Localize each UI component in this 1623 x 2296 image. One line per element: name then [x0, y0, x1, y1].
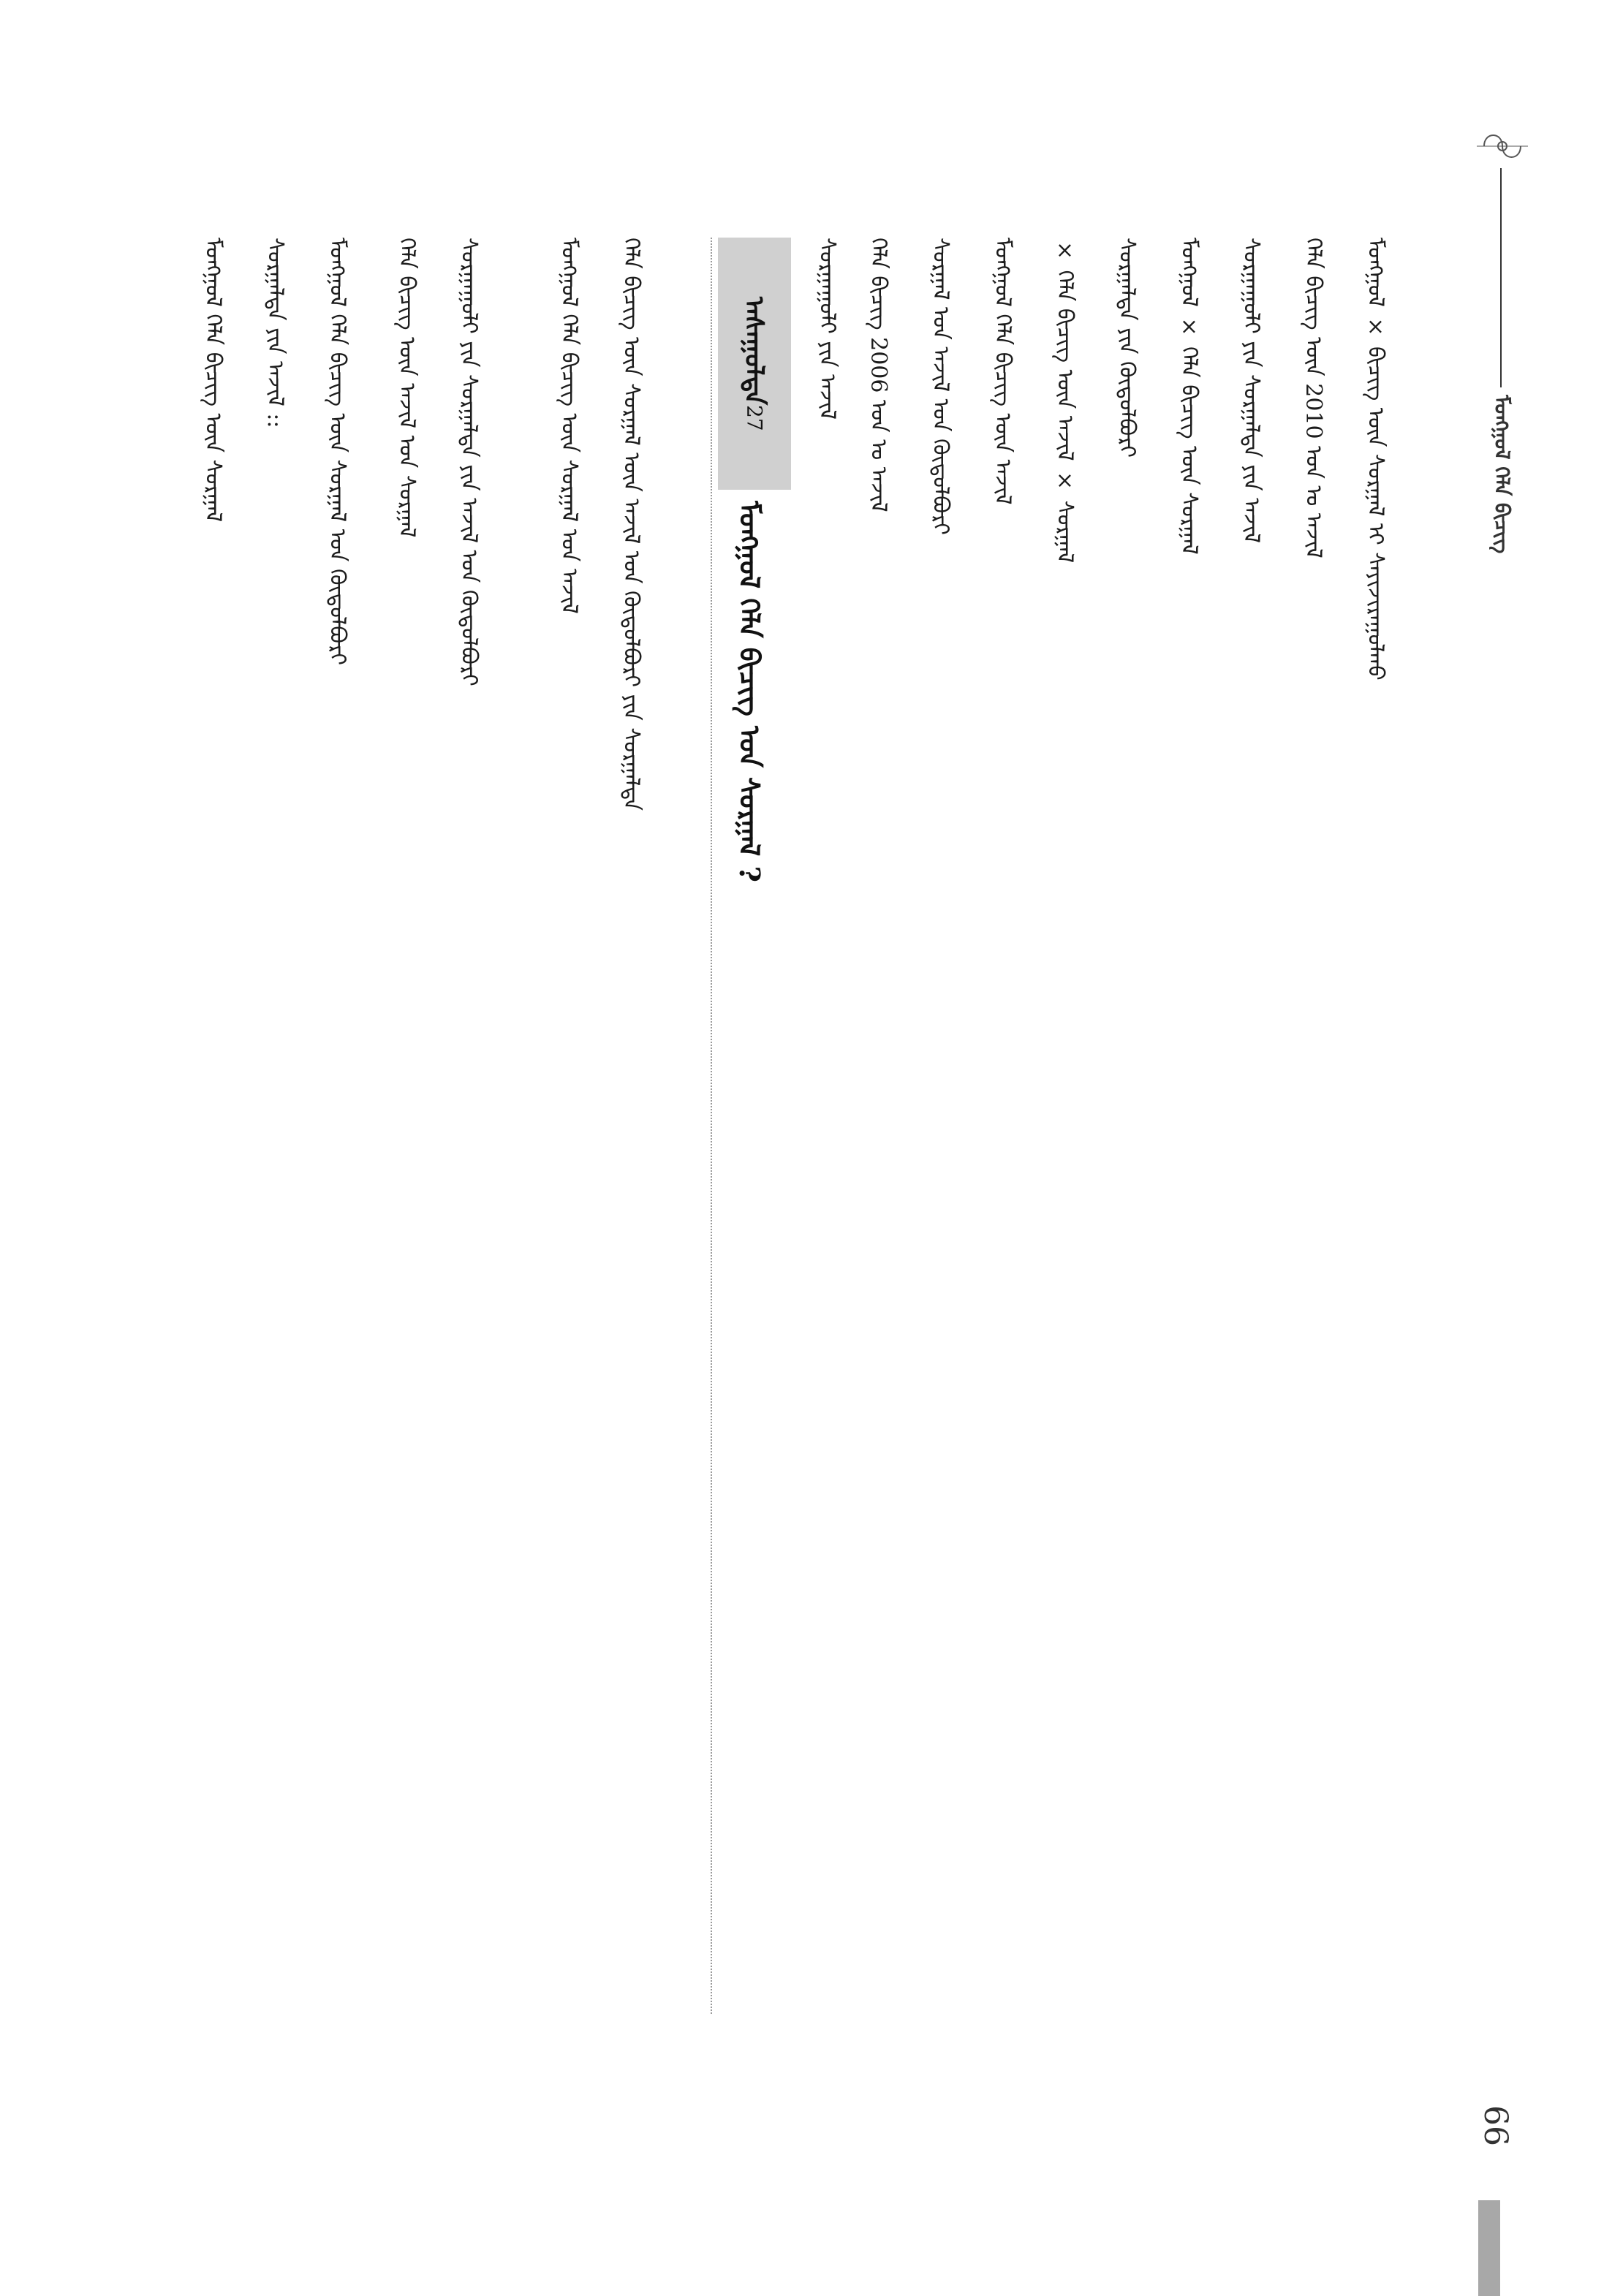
text-column: ᠮᠣᠩᠭᠣᠯ ᠬᠡᠯᠡ ᠪᠢᠴᠢᠭ ᠦᠨ ᠰᠤᠷᠭᠠᠯ ᠤᠨ ᠬᠥᠲᠦᠯᠪᠦᠷᠢ [325, 238, 350, 665]
text-column: ᠬᠡᠯᠡ ᠪᠢᠴᠢᠭ 2006 ᠣᠨ ᠤ ᠠᠵᠢᠯ [866, 238, 891, 512]
text-column: ᠬᠡᠯᠡ ᠪᠢᠴᠢᠭ ᠦᠨ ᠰᠤᠷᠭᠠᠯ ᠦᠨ ᠠᠵᠢᠯ ᠤᠨ ᠬᠥᠲᠦᠯᠪᠦᠷᠢ ᠶᠢᠨ ᠰᠤᠷᠭᠠᠯᠲᠠ [618, 238, 644, 811]
text-column: ᠰᠤᠷᠭᠠᠭᠤᠯᠢ ᠶᠢᠨ ᠠᠵᠢᠯ [814, 238, 840, 420]
text-column: ᠮᠣᠩᠭᠣᠯ ᠬᠡᠯᠡ ᠪᠢᠴᠢᠭ ᠦᠨ ᠰᠤᠷᠭᠠᠯ [200, 238, 226, 523]
text-column: ᠰᠤᠷᠭᠠᠯᠲᠠ ᠶᠢᠨ ᠠᠵᠢᠯ :: [262, 238, 288, 428]
text-column: ᠰᠤᠷᠭᠠᠭᠤᠯᠢ ᠶᠢᠨ ᠰᠤᠷᠭᠠᠯᠲᠠ ᠶᠢᠨ ᠠᠵᠢᠯ ᠤᠨ ᠬᠥᠲᠦᠯᠪᠦᠷᠢ [456, 238, 482, 686]
heading-title: ᠮᠣᠩᠭᠣᠯ ᠬᠡᠯᠡ ᠪᠢᠴᠢᠭ ᠤᠨ ᠰᠤᠷᠭᠠᠯ ? [733, 501, 766, 882]
text-column: ᠮᠣᠩᠭᠣᠯ × ᠪᠢᠴᠢᠭ ᠦᠨ ᠰᠤᠷᠭᠠᠯ ᠢ ᠰᠠᠶᠢᠵᠢᠷᠠᠭᠤᠯᠬᠤ [1363, 238, 1388, 681]
running-head: ᠮᠣᠩᠭᠣᠯ ᠬᠡᠯᠡ ᠪᠢᠴᠢᠭ [1490, 395, 1514, 554]
heading-number: 27 [742, 404, 767, 431]
heading-label [718, 238, 791, 490]
heading-label-text: ᠠᠰᠠᠭᠤᠯᠲᠠ [738, 296, 770, 405]
text-column: ᠬᠡᠯᠡ ᠪᠢᠴᠢᠭ ᠦᠨ 2010 ᠣᠨ ᠤ ᠠᠵᠢᠯ [1301, 238, 1326, 558]
text-column: ᠰᠤᠷᠭᠠᠯᠲᠠ ᠶᠢᠨ ᠬᠥᠲᠦᠯᠪᠦᠷᠢ [1114, 238, 1140, 458]
text-column: ᠰᠤᠷᠭᠠᠯ ᠤᠨ ᠠᠵᠢᠯ ᠤᠨ ᠬᠥᠲᠦᠯᠪᠦᠷᠢ [928, 238, 953, 535]
text-column: × ᠬᠡᠯᠡ ᠪᠢᠴᠢᠭ ᠦᠨ ᠠᠵᠢᠯ × ᠰᠤᠷᠭᠠᠯ [1052, 238, 1078, 564]
header-rule [1500, 168, 1502, 387]
question-heading [711, 238, 798, 2014]
text-column: ᠮᠣᠩᠭᠣᠯ × ᠬᠡᠯᠡ ᠪᠢᠴᠢᠭ ᠦᠨ ᠰᠤᠷᠭᠠᠯ [1176, 238, 1202, 555]
text-column: ᠮᠣᠩᠭᠣᠯ ᠬᠡᠯᠡ ᠪᠢᠴᠢᠭ ᠦᠨ ᠰᠤᠷᠭᠠᠯ ᠤᠨ ᠠᠵᠢᠯ [556, 238, 582, 614]
page-number: 66 [1477, 2105, 1514, 2146]
page-edge-tab [1478, 2200, 1500, 2296]
text-column: ᠬᠡᠯᠡ ᠪᠢᠴᠢᠭ ᠦᠨ ᠠᠵᠢᠯ ᠤᠨ ᠰᠤᠷᠭᠠᠯ [394, 238, 420, 538]
ornament-icon [1469, 124, 1535, 168]
text-column: ᠰᠤᠷᠭᠠᠭᠤᠯᠢ ᠶᠢᠨ ᠰᠤᠷᠭᠠᠯᠲᠠ ᠶᠢᠨ ᠠᠵᠢᠯ [1238, 238, 1264, 544]
text-column: ᠮᠣᠩᠭᠣᠯ ᠬᠡᠯᠡ ᠪᠢᠴᠢᠭ ᠦᠨ ᠠᠵᠢᠯ [990, 238, 1015, 505]
